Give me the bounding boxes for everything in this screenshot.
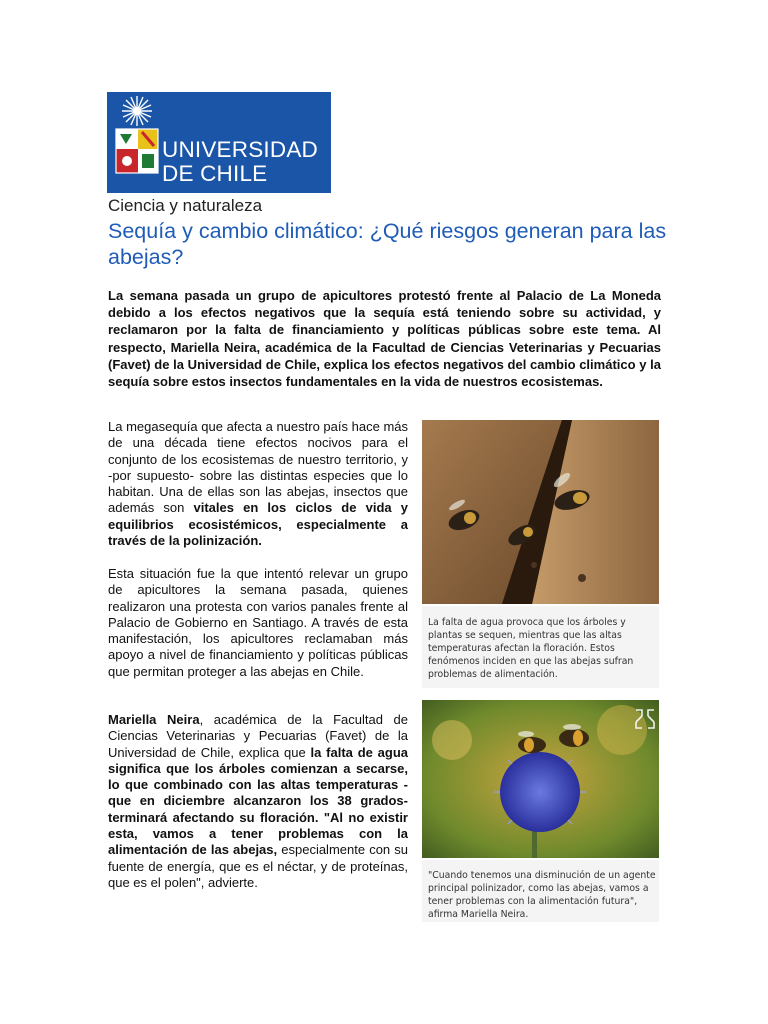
article-title: Sequía y cambio climático: ¿Qué riesgos generan para las abejas? [108, 219, 667, 269]
shield-icon [116, 129, 158, 173]
logo-line-2: DE CHILE [162, 161, 268, 186]
section-label[interactable]: Ciencia y naturaleza [108, 196, 263, 215]
logo-line-1: UNIVERSIDAD [162, 137, 318, 162]
bees-on-thistle-flower-photo[interactable] [422, 700, 659, 858]
expert-name: Mariella Neira [108, 712, 200, 727]
logo-wordmark [162, 138, 318, 186]
paragraph-3-text-b: especialmente con su fuente de energía, que es el néctar, y de proteínas, que es el polen", advierte. [108, 842, 408, 890]
photo-1-caption: La falta de agua provoca que los árboles y plantas se sequen, mientras que las altas temperaturas afectan la floración. Estos fenómenos inciden en que las abejas sufran problemas de alimentación. [428, 617, 634, 680]
paragraph-1 [108, 419, 408, 549]
paragraph-3-bold: la falta de agua significa que los árboles comienzan a secarse, lo que combinado con las altas temperaturas -que en diciembre alcanzaron los 38 grados- terminará afectando su floración. "Al no existir esta, vamos a tener problemas con la alimentación de las abejas, [108, 744, 409, 858]
photo-2-caption: "Cuando tenemos una disminución de un agente principal polinizador, como las abejas, vamos a tener problemas con la alimentación futura", afirma Mariella Neira. [428, 870, 656, 920]
paragraph-2: Esta situación fue la que intentó relevar un grupo de apicultores la semana pasada, quienes realizaron una protesta con varios panales frente al Palacio de Gobierno en Santiago. A través de esta manifestación, los apicultores reclamaban más apoyo a nivel de financiamiento y políticas públicas que permitan proteger a las abejas en Chile. [108, 566, 408, 679]
paragraph-3 [108, 712, 408, 891]
paragraph-3-text-a: , académica de la Facultad de Ciencias Veterinarias y Pecuarias (Favet) de la Universidad de Chile, explica que [108, 712, 409, 760]
paragraph-1-bold: vitales en los ciclos de vida y equilibrios ecosistémicos, especialmente a través de la polinización. [108, 500, 408, 549]
bees-on-hive-frame-photo[interactable] [422, 420, 659, 604]
article-lead: La semana pasada un grupo de apicultores protestó frente al Palacio de La Moneda debido a los efectos negativos que la sequía está teniendo sobre su actividad, y reclamaron por la falta de financiamiento y políticas públicas sobre este tema. Al respecto, Mariella Neira, académica de la Facultad de Ciencias Veterinarias y Pecuarias (Favet) de la Universidad de Chile, explica los efectos negativos del cambio climático y la sequía sobre estos insectos fundamentales en la vida de nuestros ecosistemas. [108, 288, 661, 390]
paragraph-1-text: La megasequía que afecta a nuestro país hace más de una década tiene efectos nocivos para el conjunto de los ecosistemas de nuestro territorio, y -por supuesto- sobre las distintas especies que lo habitan. Una de ellas son las abejas, insectos que además son [108, 419, 408, 516]
